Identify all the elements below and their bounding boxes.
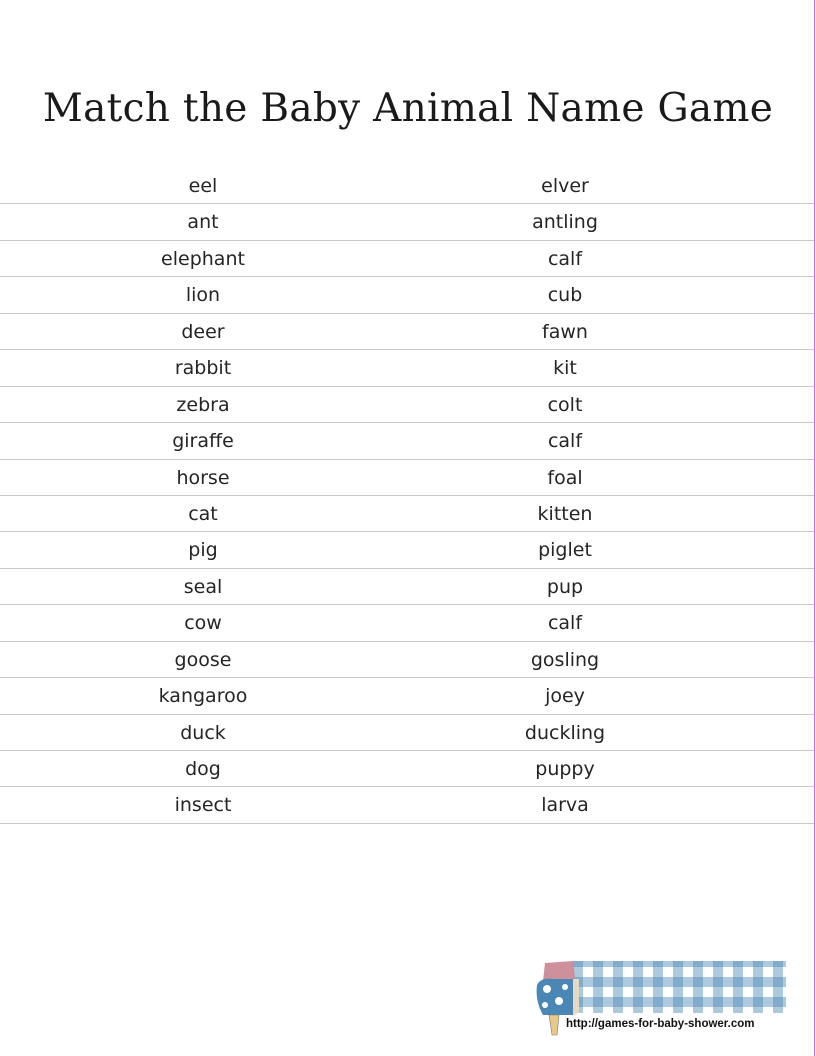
animal-name: insect <box>174 794 232 817</box>
table-row <box>0 787 814 823</box>
page-right-border <box>814 0 815 1056</box>
table-row <box>0 751 814 787</box>
animal-name: elephant <box>161 247 245 270</box>
animal-name: seal <box>183 575 223 598</box>
animal-name: goose <box>174 648 232 671</box>
table-row <box>0 496 814 532</box>
baby-animal-name: fawn <box>542 320 588 343</box>
table-row <box>0 350 814 386</box>
animal-name: eel <box>188 175 218 197</box>
baby-animal-name: calf <box>547 430 583 453</box>
site-url[interactable]: http://games-for-baby-shower.com <box>566 1018 755 1030</box>
animal-name: zebra <box>176 393 230 416</box>
baby-animal-name: kit <box>553 357 577 380</box>
animal-name: kangaroo <box>158 685 248 708</box>
table-row <box>0 277 814 313</box>
animal-name: rabbit <box>174 357 232 380</box>
baby-animal-name: kitten <box>537 502 593 525</box>
animal-name: pig <box>188 539 218 562</box>
hat-icon <box>543 961 575 981</box>
table-row <box>0 204 814 240</box>
table-row <box>0 168 814 204</box>
table-row <box>0 314 814 350</box>
animal-name: giraffe <box>172 430 234 453</box>
table-row <box>0 642 814 678</box>
animal-name: dog <box>185 758 221 780</box>
animal-name: ant <box>187 211 219 234</box>
figure-body-icon <box>537 979 576 1015</box>
baby-animal-name: gosling <box>530 648 600 671</box>
table-row <box>0 715 814 751</box>
table-row <box>0 569 814 605</box>
animal-name: lion <box>185 284 221 307</box>
table-row <box>0 460 814 496</box>
baby-animal-name: antling <box>532 211 598 234</box>
baby-animal-name: elver <box>541 175 589 197</box>
table-row <box>0 387 814 423</box>
baby-animal-name: piglet <box>538 539 592 562</box>
baby-animal-name: calf <box>547 247 583 270</box>
table-row <box>0 423 814 459</box>
animal-name: cat <box>188 502 218 525</box>
baby-animal-name: cub <box>547 284 583 307</box>
word-match-table <box>0 168 814 824</box>
animal-name: deer <box>181 320 225 343</box>
table-row <box>0 241 814 277</box>
table-row <box>0 678 814 714</box>
baby-animal-name: calf <box>547 612 583 635</box>
animal-name: horse <box>176 466 230 489</box>
baby-animal-name: foal <box>547 466 583 489</box>
page-title: Match the Baby Animal Name Game <box>42 86 774 131</box>
baby-animal-name: joey <box>545 685 585 708</box>
animal-name: duck <box>180 721 226 744</box>
baby-animal-name: puppy <box>535 758 595 780</box>
leg-icon <box>549 1015 559 1035</box>
animal-name: cow <box>184 612 222 635</box>
baby-animal-name: colt <box>547 393 583 416</box>
baby-animal-name: larva <box>541 794 589 817</box>
baby-animal-name: pup <box>546 575 584 598</box>
baby-animal-name: duckling <box>524 721 606 744</box>
table-row <box>0 532 814 568</box>
table-row <box>0 605 814 641</box>
